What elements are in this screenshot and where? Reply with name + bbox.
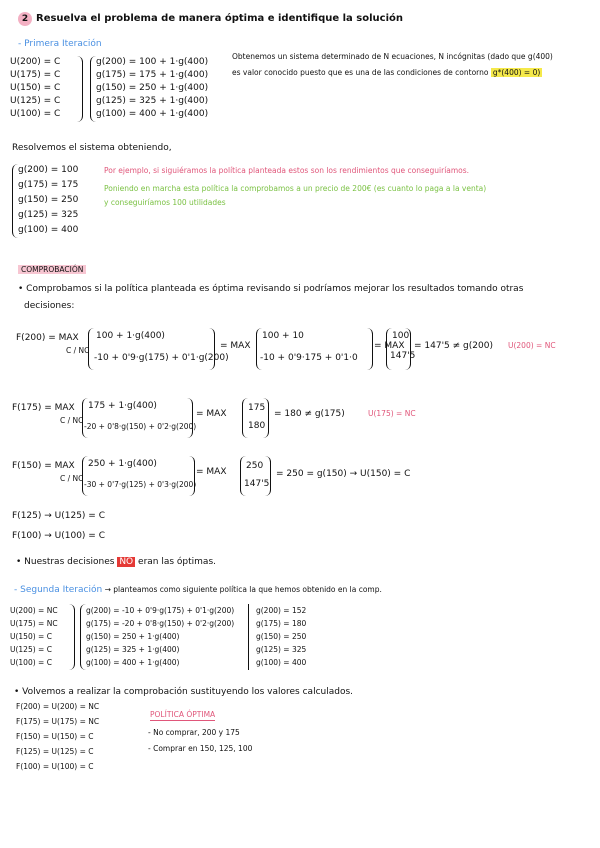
solved-value: g(100) = 400 xyxy=(18,225,79,235)
f150-v1: 250 xyxy=(246,461,264,471)
decision-eq: U(100) = C xyxy=(10,658,52,667)
conclusion-post: eran las óptimas. xyxy=(138,557,216,567)
decision-eq: U(200) = NC xyxy=(10,606,58,615)
f175-row1: 175 + 1·g(400) xyxy=(88,401,157,411)
f200-row1: 100 + 1·g(400) xyxy=(96,331,165,341)
check-heading-label: COMPROBACIÓN xyxy=(18,265,86,274)
solved-value: g(150) = 250 xyxy=(256,632,307,641)
f200-row1b: 100 + 10 xyxy=(262,331,304,341)
second-iteration-header xyxy=(14,585,382,595)
f150-row2: -30 + 0'7·g(125) + 0'3·g(200) xyxy=(84,480,197,489)
f200-row2: -10 + 0'9·g(175) + 0'1·g(200) xyxy=(94,353,229,363)
decision-eq: U(100) = C xyxy=(10,109,61,119)
f150-lhs: F(150) = MAX xyxy=(12,461,75,471)
f200-sub: C / NC xyxy=(66,346,90,355)
f175-result: = 180 ≠ g(175) xyxy=(274,409,345,419)
step-number: 2 xyxy=(18,12,32,26)
recheck-rows xyxy=(16,702,136,777)
value-eq: g(125) = 325 + 1·g(400) xyxy=(96,96,209,106)
f150-v2: 147'5 xyxy=(244,479,270,489)
f125-line: F(125) → U(125) = C xyxy=(12,511,105,521)
example-note: Por ejemplo, si siguiéramos la política planteada estos son los rendimientos que conseguiríamos. xyxy=(104,166,470,175)
f175-v2: 180 xyxy=(248,421,266,431)
recheck-row: F(200) = U(200) = NC xyxy=(16,702,100,711)
decision-eq: U(200) = C xyxy=(10,57,61,67)
f175-decision: U(175) = NC xyxy=(368,409,416,418)
second-iteration-note: → planteamos como siguiente política la que hemos obtenido en la comp. xyxy=(104,585,382,594)
conclusion xyxy=(16,556,216,568)
brace xyxy=(188,456,195,496)
second-iteration-decisions xyxy=(10,606,76,671)
solve-heading: Resolvemos el sistema obteniendo, xyxy=(12,143,172,153)
f200-v1: 100 xyxy=(392,331,410,341)
decision-eq: U(125) = C xyxy=(10,645,52,654)
decision-eq: U(125) = C xyxy=(10,96,61,106)
f175-lhs: F(175) = MAX xyxy=(12,403,75,413)
f175-row2: -20 + 0'8·g(150) + 0'2·g(200) xyxy=(84,422,197,431)
f150-row1: 250 + 1·g(400) xyxy=(88,459,157,469)
decision-eq: U(150) = C xyxy=(10,83,61,93)
f200-v2: 147'5 xyxy=(390,351,416,361)
decision-eq: U(175) = NC xyxy=(10,619,58,628)
recheck-row: F(175) = U(175) = NC xyxy=(16,717,100,726)
solved-value: g(125) = 325 xyxy=(256,645,307,654)
f200-decision: U(200) = NC xyxy=(508,341,556,350)
decision-eq: U(150) = C xyxy=(10,632,52,641)
system-note-line2 xyxy=(232,68,542,78)
solved-value: g(150) = 250 xyxy=(18,195,79,205)
brace xyxy=(186,398,193,438)
brace xyxy=(264,456,271,496)
exercise-title: Resuelva el problema de manera óptima e identifique la solución xyxy=(36,13,404,24)
value-eq: g(175) = 175 + 1·g(400) xyxy=(96,70,209,80)
brace xyxy=(68,604,75,670)
solved-value: g(200) = 152 xyxy=(256,606,307,615)
system-note-text: es valor conocido puesto que es una de las condiciones de contorno xyxy=(232,68,489,77)
f100-line: F(100) → U(100) = C xyxy=(12,531,105,541)
value-eq: g(125) = 325 + 1·g(400) xyxy=(86,645,180,654)
check-text-line1: • Comprobamos si la política planteada es óptima revisando si podríamos mejorar los resultados tomando otras xyxy=(18,284,524,294)
first-iteration-label: - Primera Iteración xyxy=(18,39,102,49)
value-eq: g(200) = -10 + 0'9·g(175) + 0'1·g(200) xyxy=(86,606,235,615)
second-iteration-equations xyxy=(86,606,246,671)
solved-value: g(175) = 180 xyxy=(256,619,307,628)
conclusion-pre: • Nuestras decisiones xyxy=(16,557,115,567)
optimal-policy-title: POLÍTICA ÓPTIMA xyxy=(150,710,216,719)
f175-v1: 175 xyxy=(248,403,266,413)
header xyxy=(18,12,403,26)
f150-mid: = MAX xyxy=(196,467,227,477)
brace xyxy=(366,328,373,370)
solved-value: g(125) = 325 xyxy=(18,210,79,220)
solved-value: g(200) = 100 xyxy=(18,165,79,175)
solved-value: g(100) = 400 xyxy=(256,658,307,667)
value-eq: g(200) = 100 + 1·g(400) xyxy=(96,57,209,67)
value-eq: g(150) = 250 + 1·g(400) xyxy=(86,632,180,641)
system-note-line1: Obtenemos un sistema determinado de N ecuaciones, N incógnitas (dado que g(400) xyxy=(232,52,553,61)
f200-result: = 147'5 ≠ g(200) xyxy=(414,341,493,351)
separator-line xyxy=(248,604,249,670)
f175-sub: C / NC xyxy=(60,416,84,425)
recheck-text: • Volvemos a realizar la comprobación sustituyendo los valores calculados. xyxy=(14,687,354,697)
value-eq: g(100) = 400 + 1·g(400) xyxy=(96,109,209,119)
solved-value: g(175) = 175 xyxy=(18,180,79,190)
f200-lhs: F(200) = MAX xyxy=(16,333,79,343)
green-note-line1: Poniendo en marcha esta política la comprobamos a un precio de 200€ (es cuanto lo paga a la venta) xyxy=(104,184,487,193)
check-heading xyxy=(18,265,86,275)
conclusion-no: NO xyxy=(119,557,134,567)
f150-result: = 250 = g(150) → U(150) = C xyxy=(276,469,411,479)
check-text-line2: decisiones: xyxy=(24,301,75,311)
optimal-policy-item: - Comprar en 150, 125, 100 xyxy=(148,744,253,753)
brace xyxy=(76,56,83,122)
green-note-line2: y conseguiríamos 100 utilidades xyxy=(104,198,226,207)
first-iteration-equations xyxy=(96,56,226,121)
f150-sub: C / NC xyxy=(60,474,84,483)
recheck-row: F(100) = U(100) = C xyxy=(16,762,94,771)
boundary-condition-highlight: g*(400) = 0) xyxy=(492,68,541,77)
f200-mid: = MAX xyxy=(220,341,251,351)
f200-mid2: = MAX xyxy=(374,341,405,351)
first-iteration-decisions xyxy=(10,56,80,121)
value-eq: g(175) = -20 + 0'8·g(150) + 0'2·g(200) xyxy=(86,619,235,628)
optimal-policy-item: - No comprar, 200 y 175 xyxy=(148,728,240,737)
f200-row2b: -10 + 0'9·175 + 0'1·0 xyxy=(260,353,358,363)
value-eq: g(100) = 400 + 1·g(400) xyxy=(86,658,180,667)
f175-mid: = MAX xyxy=(196,409,227,419)
value-eq: g(150) = 250 + 1·g(400) xyxy=(96,83,209,93)
solved-values xyxy=(18,164,98,239)
second-iteration-label: - Segunda Iteración xyxy=(14,585,103,595)
second-iteration-values xyxy=(256,606,336,671)
recheck-row: F(125) = U(125) = C xyxy=(16,747,94,756)
recheck-row: F(150) = U(150) = C xyxy=(16,732,94,741)
decision-eq: U(175) = C xyxy=(10,70,61,80)
